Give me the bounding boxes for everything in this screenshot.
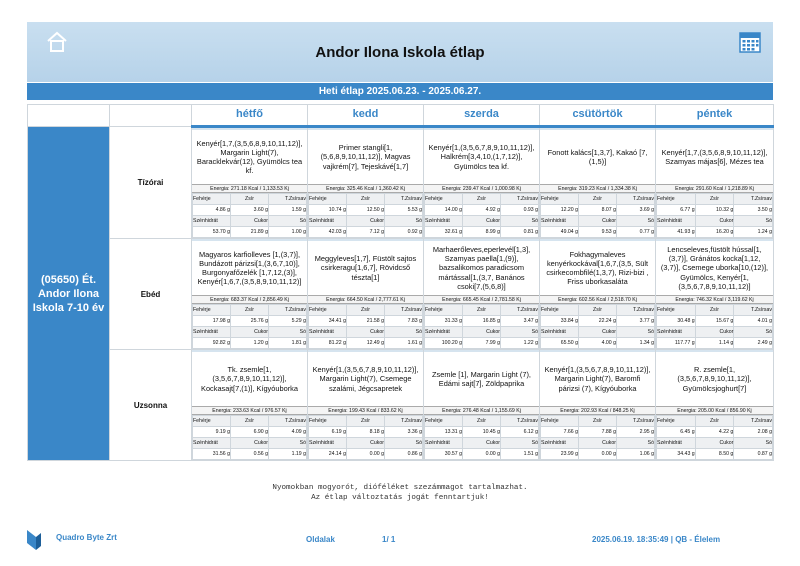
nutrient-label: Szénhidrát <box>425 327 463 338</box>
nutrient-value: 81.22 g <box>309 338 347 349</box>
energy-value: Energia: 233.63 Kcal / 976.57 Kj <box>192 406 307 415</box>
meal-name: Ebéd <box>110 239 192 350</box>
dish-text: Magyaros karfiolleves [1,(3,7)], Bundázott párizsi[1,(3,6,7,10)], Burgonyafőzelék [1,7,12,(3)], Kenyér[1,6,7,(3,5,8,9,10,11,12)] <box>192 239 307 295</box>
nutrient-label: Fehérje <box>541 416 579 427</box>
nutrient-label: Cukor <box>347 216 385 227</box>
nutrient-label: T.Zsírsav <box>269 416 307 427</box>
nutrient-value: 17.98 g <box>193 316 231 327</box>
nutrient-label: Szénhidrát <box>425 216 463 227</box>
dish-text: Kenyér[1,7,(3,5,6,8,9,10,11,12)], Margarin Light(7), Baracklekvár(12), Gyümölcs tea kf. <box>192 128 307 184</box>
energy-value: Energia: 202.93 Kcal / 848.25 Kj <box>540 406 655 415</box>
print-timestamp: 2025.06.19. 18:35:49 | QB - Élelem <box>592 535 721 544</box>
nutrient-value: 0.00 g <box>347 449 385 460</box>
menu-cell <box>656 239 774 350</box>
nutrient-value: 1.20 g <box>231 338 269 349</box>
meal-name: Tízórai <box>110 127 192 239</box>
menu-cell <box>656 127 774 239</box>
energy-value: Energia: 325.46 Kcal / 1,360.42 Kj <box>308 184 423 193</box>
nutrient-label: Szénhidrát <box>425 438 463 449</box>
nutrient-value: 3.50 g <box>734 205 773 216</box>
menu-cell <box>424 239 540 350</box>
nutrient-label: T.Zsírsav <box>734 416 773 427</box>
nutrient-label: Fehérje <box>425 305 463 316</box>
nutrient-label: Cukor <box>231 327 269 338</box>
nutrient-label: T.Zsírsav <box>501 194 539 205</box>
nutrient-value: 0.86 g <box>385 449 423 460</box>
menu-cell <box>656 350 774 461</box>
quadro-logo-icon <box>26 529 42 551</box>
energy-value: Energia: 199.43 Kcal / 833.62 Kj <box>308 406 423 415</box>
nutrient-value: 33.84 g <box>541 316 579 327</box>
nutrient-value: 16.20 g <box>695 227 734 238</box>
dish-text: Fonott kalács[1,3,7], Kakaó [7,(1,5)] <box>540 128 655 184</box>
nutrient-value: 4.01 g <box>734 316 773 327</box>
energy-value: Energia: 276.48 Kcal / 1,155.69 Kj <box>424 406 539 415</box>
nutrition-table <box>308 304 423 349</box>
week-range-bar: Heti étlap 2025.06.23. - 2025.06.27. <box>27 83 773 100</box>
school-name: (05650) Ét. Andor Ilona Iskola 7-10 év <box>28 127 110 461</box>
nutrient-value: 31.33 g <box>425 316 463 327</box>
nutrient-value: 12.20 g <box>541 205 579 216</box>
nutrient-value: 1.06 g <box>617 449 655 460</box>
nutrition-table <box>424 415 539 460</box>
nutrient-label: Fehérje <box>193 305 231 316</box>
nutrient-value: 3.69 g <box>617 205 655 216</box>
menu-cell <box>308 127 424 239</box>
nutrient-label: Zsír <box>231 416 269 427</box>
nutrient-value: 6.19 g <box>309 427 347 438</box>
nutrition-table <box>656 193 773 238</box>
nutrient-label: Fehérje <box>425 416 463 427</box>
nutrient-value: 10.32 g <box>695 205 734 216</box>
nutrient-label: Só <box>617 438 655 449</box>
nutrient-label: Szénhidrát <box>193 327 231 338</box>
nutrient-label: Szénhidrát <box>193 438 231 449</box>
nutrient-value: 0.77 g <box>617 227 655 238</box>
nutrient-value: 9.53 g <box>579 227 617 238</box>
nutrient-value: 3.60 g <box>231 205 269 216</box>
nutrient-value: 0.00 g <box>579 449 617 460</box>
nutrient-value: 4.22 g <box>695 427 734 438</box>
nutrient-label: Cukor <box>695 438 734 449</box>
nutrition-table <box>540 304 655 349</box>
dish-text: Marhaerőleves,eperlevél[1,3], Szamyas paella[1,(9)], bazsalikomos paradicsom mártással[1,(3,7, Banános csoki[7,(5,6,8)] <box>424 239 539 295</box>
nutrient-label: Cukor <box>579 216 617 227</box>
nutrient-label: Szénhidrát <box>193 216 231 227</box>
nutrient-label: Cukor <box>579 327 617 338</box>
nutrient-value: 8.99 g <box>463 227 501 238</box>
nutrient-value: 65.50 g <box>541 338 579 349</box>
nutrient-value: 1.22 g <box>501 338 539 349</box>
nutrient-label: Fehérje <box>541 305 579 316</box>
nutrient-value: 92.82 g <box>193 338 231 349</box>
nutrient-label: Cukor <box>695 216 734 227</box>
nutrient-value: 22.24 g <box>579 316 617 327</box>
dish-text: Kenyér[1,(3,5,6,7,8,9,10,11,12)], Halkrém[3,4,10,(1,7,12)], Gyümölcs tea kf. <box>424 128 539 184</box>
nutrient-label: Zsír <box>347 194 385 205</box>
nutrient-value: 0.81 g <box>501 227 539 238</box>
nutrient-label: Só <box>501 438 539 449</box>
nutrient-label: Só <box>501 216 539 227</box>
nutrition-table <box>540 193 655 238</box>
nutrient-value: 3.77 g <box>617 316 655 327</box>
nutrient-label: Zsír <box>347 305 385 316</box>
day-header: csütörtök <box>540 105 656 127</box>
nutrient-label: Szénhidrát <box>657 216 696 227</box>
energy-value: Energia: 665.45 Kcal / 2,781.58 Kj <box>424 295 539 304</box>
nutrient-label: T.Zsírsav <box>734 305 773 316</box>
menu-table <box>27 104 774 461</box>
nutrient-value: 8.50 g <box>695 449 734 460</box>
nutrient-label: Fehérje <box>541 194 579 205</box>
nutrient-label: T.Zsírsav <box>501 305 539 316</box>
home-icon[interactable] <box>46 31 68 53</box>
nutrient-label: Szénhidrát <box>309 438 347 449</box>
nutrient-value: 10.45 g <box>463 427 501 438</box>
nutrient-label: Zsír <box>695 416 734 427</box>
nutrient-label: Fehérje <box>657 416 696 427</box>
nutrient-label: Zsír <box>695 194 734 205</box>
note-line: Az étlap változtatás jogát fenntartjuk! <box>311 494 489 502</box>
meal-name: Uzsonna <box>110 350 192 461</box>
nutrient-label: Só <box>734 216 773 227</box>
nutrition-table <box>424 304 539 349</box>
nutrient-label: Cukor <box>231 216 269 227</box>
nutrient-value: 117.77 g <box>657 338 696 349</box>
nutrient-label: Fehérje <box>309 194 347 205</box>
nutrient-value: 1.51 g <box>501 449 539 460</box>
nutrient-value: 1.14 g <box>695 338 734 349</box>
nutrient-label: T.Zsírsav <box>734 194 773 205</box>
nutrient-value: 41.93 g <box>657 227 696 238</box>
nutrient-label: Zsír <box>579 416 617 427</box>
company-name: Quadro Byte Zrt <box>56 533 117 542</box>
energy-value: Energia: 746.32 Kcal / 3,119.62 Kj <box>656 295 773 304</box>
nutrient-value: 10.74 g <box>309 205 347 216</box>
nutrient-label: Fehérje <box>657 194 696 205</box>
nutrient-label: Fehérje <box>193 416 231 427</box>
nutrition-table <box>424 193 539 238</box>
energy-value: Energia: 239.47 Kcal / 1,000.98 Kj <box>424 184 539 193</box>
nutrient-label: Zsír <box>463 416 501 427</box>
nutrition-table <box>192 415 307 460</box>
nutrient-label: T.Zsírsav <box>385 305 423 316</box>
nutrient-label: Szénhidrát <box>541 438 579 449</box>
nutrient-value: 2.08 g <box>734 427 773 438</box>
dish-text: Fokhagymaleves kenyérkockával[1,6,7,(3,5, Sült csirkecombfilé(1,3,7), Rizi-bizi , Friss uborkasaláta <box>540 239 655 295</box>
nutrient-label: Só <box>385 216 423 227</box>
nutrient-value: 15.67 g <box>695 316 734 327</box>
page-header <box>27 22 773 82</box>
nutrient-value: 21.58 g <box>347 316 385 327</box>
nutrient-label: Zsír <box>463 194 501 205</box>
nutrient-label: Só <box>617 216 655 227</box>
nutrient-label: Cukor <box>463 327 501 338</box>
nutrient-value: 1.61 g <box>385 338 423 349</box>
page-title: Andor Ilona Iskola étlap <box>315 43 485 61</box>
nutrient-value: 5.53 g <box>385 205 423 216</box>
menu-cell <box>540 127 656 239</box>
energy-value: Energia: 291.60 Kcal / 1,218.89 Kj <box>656 184 773 193</box>
energy-value: Energia: 271.18 Kcal / 1,133.53 Kj <box>192 184 307 193</box>
menu-cell <box>308 350 424 461</box>
nutrient-value: 49.04 g <box>541 227 579 238</box>
nutrient-value: 30.48 g <box>657 316 696 327</box>
nutrient-value: 0.56 g <box>231 449 269 460</box>
nutrient-value: 8.07 g <box>579 205 617 216</box>
nutrient-label: T.Zsírsav <box>501 416 539 427</box>
nutrient-value: 30.57 g <box>425 449 463 460</box>
nutrient-label: Zsír <box>579 305 617 316</box>
day-header: kedd <box>308 105 424 127</box>
note-line: Nyomokban mogyorót, dióféléket szezámmagot tartalmazhat. <box>272 484 528 492</box>
nutrient-value: 4.92 g <box>463 205 501 216</box>
energy-value: Energia: 602.56 Kcal / 2,518.70 Kj <box>540 295 655 304</box>
page-footer <box>0 527 800 551</box>
nutrient-label: Cukor <box>347 327 385 338</box>
nutrient-label: Cukor <box>347 438 385 449</box>
energy-value: Energia: 683.37 Kcal / 2,856.49 Kj <box>192 295 307 304</box>
menu-cell <box>540 239 656 350</box>
nutrient-label: Só <box>385 327 423 338</box>
pages-label: Oldalak <box>306 535 335 544</box>
nutrient-value: 16.85 g <box>463 316 501 327</box>
nutrient-value: 12.49 g <box>347 338 385 349</box>
nutrient-value: 32.61 g <box>425 227 463 238</box>
nutrient-value: 7.83 g <box>385 316 423 327</box>
menu-cell <box>192 350 308 461</box>
nutrient-label: Szénhidrát <box>541 216 579 227</box>
nutrient-value: 25.76 g <box>231 316 269 327</box>
dish-text: Kenyér[1,7,(3,5,6,8,9,10,11,12)], Szamyas májas[6], Mézes tea <box>656 128 773 184</box>
nutrient-label: T.Zsírsav <box>385 194 423 205</box>
nutrient-label: Só <box>734 327 773 338</box>
dish-text: Primer stangli[1,(5,6,8,9,10,11,12)], Magvas vajkrém[7], Tejeskávé[1,7] <box>308 128 423 184</box>
nutrient-value: 4.86 g <box>193 205 231 216</box>
nutrient-value: 42.03 g <box>309 227 347 238</box>
nutrient-value: 100.20 g <box>425 338 463 349</box>
nutrient-label: Szénhidrát <box>541 327 579 338</box>
day-header: péntek <box>656 105 774 127</box>
nutrient-value: 2.49 g <box>734 338 773 349</box>
nutrition-table <box>540 415 655 460</box>
nutrient-label: Zsír <box>231 194 269 205</box>
nutrient-value: 1.00 g <box>269 227 307 238</box>
dish-text: Zsemle [1], Margarin Light (7), Edámi sajt[7], Zöldpaprika <box>424 350 539 406</box>
calendar-icon[interactable] <box>739 31 761 53</box>
nutrient-value: 2.95 g <box>617 427 655 438</box>
page-number: 1/ 1 <box>382 535 396 544</box>
nutrient-value: 21.89 g <box>231 227 269 238</box>
nutrient-label: Szénhidrát <box>309 327 347 338</box>
nutrient-label: Szénhidrát <box>657 327 696 338</box>
nutrient-label: Só <box>734 438 773 449</box>
dish-text: R. zsemle[1,(3,5,6,7,8,9,10,11,12)], Gyümölcsjoghurt[7] <box>656 350 773 406</box>
nutrient-label: Só <box>617 327 655 338</box>
nutrient-value: 3.47 g <box>501 316 539 327</box>
nutrient-label: Fehérje <box>309 305 347 316</box>
nutrition-table <box>192 304 307 349</box>
nutrient-value: 24.14 g <box>309 449 347 460</box>
nutrient-label: Zsír <box>463 305 501 316</box>
nutrient-value: 0.93 g <box>501 205 539 216</box>
nutrient-value: 7.66 g <box>541 427 579 438</box>
nutrient-value: 14.00 g <box>425 205 463 216</box>
nutrient-label: Só <box>385 438 423 449</box>
nutrient-value: 1.34 g <box>617 338 655 349</box>
dish-text: Lencseleves,füstölt hússal[1,(3,7)], Gránátos kocka[1,12,(3,7)], Csemege uborka[10,(12)], Gyümölcs, Kenyér[1,(3,5,6,7,8,9,10,11,12)] <box>656 239 773 295</box>
menu-cell <box>540 350 656 461</box>
nutrient-value: 0.00 g <box>463 449 501 460</box>
nutrient-label: T.Zsírsav <box>269 194 307 205</box>
nutrient-label: Zsír <box>579 194 617 205</box>
nutrient-value: 4.09 g <box>269 427 307 438</box>
day-header: hétfő <box>192 105 308 127</box>
nutrient-label: Só <box>269 327 307 338</box>
nutrient-value: 34.43 g <box>657 449 696 460</box>
nutrient-value: 1.59 g <box>269 205 307 216</box>
nutrient-value: 6.45 g <box>657 427 696 438</box>
nutrient-value: 4.00 g <box>579 338 617 349</box>
nutrient-label: Szénhidrát <box>657 438 696 449</box>
nutrient-label: Zsír <box>231 305 269 316</box>
nutrient-label: T.Zsírsav <box>617 305 655 316</box>
nutrient-value: 0.87 g <box>734 449 773 460</box>
nutrient-label: Cukor <box>463 438 501 449</box>
nutrient-value: 23.99 g <box>541 449 579 460</box>
nutrient-label: Só <box>269 438 307 449</box>
nutrition-table <box>192 193 307 238</box>
nutrient-value: 7.88 g <box>579 427 617 438</box>
energy-value: Energia: 664.50 Kcal / 2,777.61 Kj <box>308 295 423 304</box>
dish-text: Meggyleves[1,7], Füstölt sajtos csirkeragu[1,6,7], Rövidcső tészta[1] <box>308 239 423 295</box>
nutrient-label: T.Zsírsav <box>269 305 307 316</box>
nutrient-value: 8.18 g <box>347 427 385 438</box>
nutrient-value: 1.81 g <box>269 338 307 349</box>
nutrient-label: Fehérje <box>193 194 231 205</box>
menu-cell <box>192 127 308 239</box>
nutrient-label: Só <box>501 327 539 338</box>
nutrient-value: 12.50 g <box>347 205 385 216</box>
dish-text: Kenyér[1,(3,5,6,7,8,9,10,11,12)], Margarin Light(7), Baromfi párizsi (7), Kígyóuborka <box>540 350 655 406</box>
nutrition-table <box>308 193 423 238</box>
allergen-notes <box>0 483 800 503</box>
nutrition-table <box>656 304 773 349</box>
nutrient-label: Cukor <box>695 327 734 338</box>
nutrient-value: 1.19 g <box>269 449 307 460</box>
nutrient-label: Fehérje <box>425 194 463 205</box>
nutrient-label: Cukor <box>463 216 501 227</box>
nutrient-value: 6.90 g <box>231 427 269 438</box>
nutrient-value: 5.29 g <box>269 316 307 327</box>
nutrient-value: 6.77 g <box>657 205 696 216</box>
meal-row <box>28 350 774 461</box>
nutrient-value: 0.92 g <box>385 227 423 238</box>
nutrition-table <box>308 415 423 460</box>
menu-cell <box>424 350 540 461</box>
nutrient-value: 7.12 g <box>347 227 385 238</box>
nutrient-label: T.Zsírsav <box>617 194 655 205</box>
nutrient-label: Fehérje <box>657 305 696 316</box>
menu-cell <box>424 127 540 239</box>
menu-cell <box>308 239 424 350</box>
dish-text: Tk. zsemle[1,(3,5,6,7,8,9,10,11,12)], Kockasajt[7,(1)], Kígyóuborka <box>192 350 307 406</box>
nutrient-label: Zsír <box>347 416 385 427</box>
meal-row <box>28 239 774 350</box>
nutrient-label: Cukor <box>579 438 617 449</box>
nutrient-label: Só <box>269 216 307 227</box>
nutrient-value: 6.12 g <box>501 427 539 438</box>
nutrient-value: 53.70 g <box>193 227 231 238</box>
menu-cell <box>192 239 308 350</box>
nutrient-label: Cukor <box>231 438 269 449</box>
energy-value: Energia: 319.23 Kcal / 1,334.38 Kj <box>540 184 655 193</box>
nutrient-value: 31.56 g <box>193 449 231 460</box>
nutrient-value: 34.41 g <box>309 316 347 327</box>
nutrition-table <box>656 415 773 460</box>
nutrient-value: 7.99 g <box>463 338 501 349</box>
nutrient-label: Fehérje <box>309 416 347 427</box>
nutrient-value: 13.31 g <box>425 427 463 438</box>
nutrient-value: 1.24 g <box>734 227 773 238</box>
day-header: szerda <box>424 105 540 127</box>
nutrient-value: 9.19 g <box>193 427 231 438</box>
nutrient-label: T.Zsírsav <box>617 416 655 427</box>
energy-value: Energia: 205.00 Kcal / 856.90 Kj <box>656 406 773 415</box>
nutrient-label: T.Zsírsav <box>385 416 423 427</box>
day-header-row <box>28 105 774 127</box>
nutrient-label: Szénhidrát <box>309 216 347 227</box>
nutrient-label: Zsír <box>695 305 734 316</box>
dish-text: Kenyér[1,(3,5,6,7,8,9,10,11,12)], Margarin Light(7), Csemege szalámi, Jégcsapretek <box>308 350 423 406</box>
nutrient-value: 3.36 g <box>385 427 423 438</box>
meal-row <box>28 127 774 239</box>
